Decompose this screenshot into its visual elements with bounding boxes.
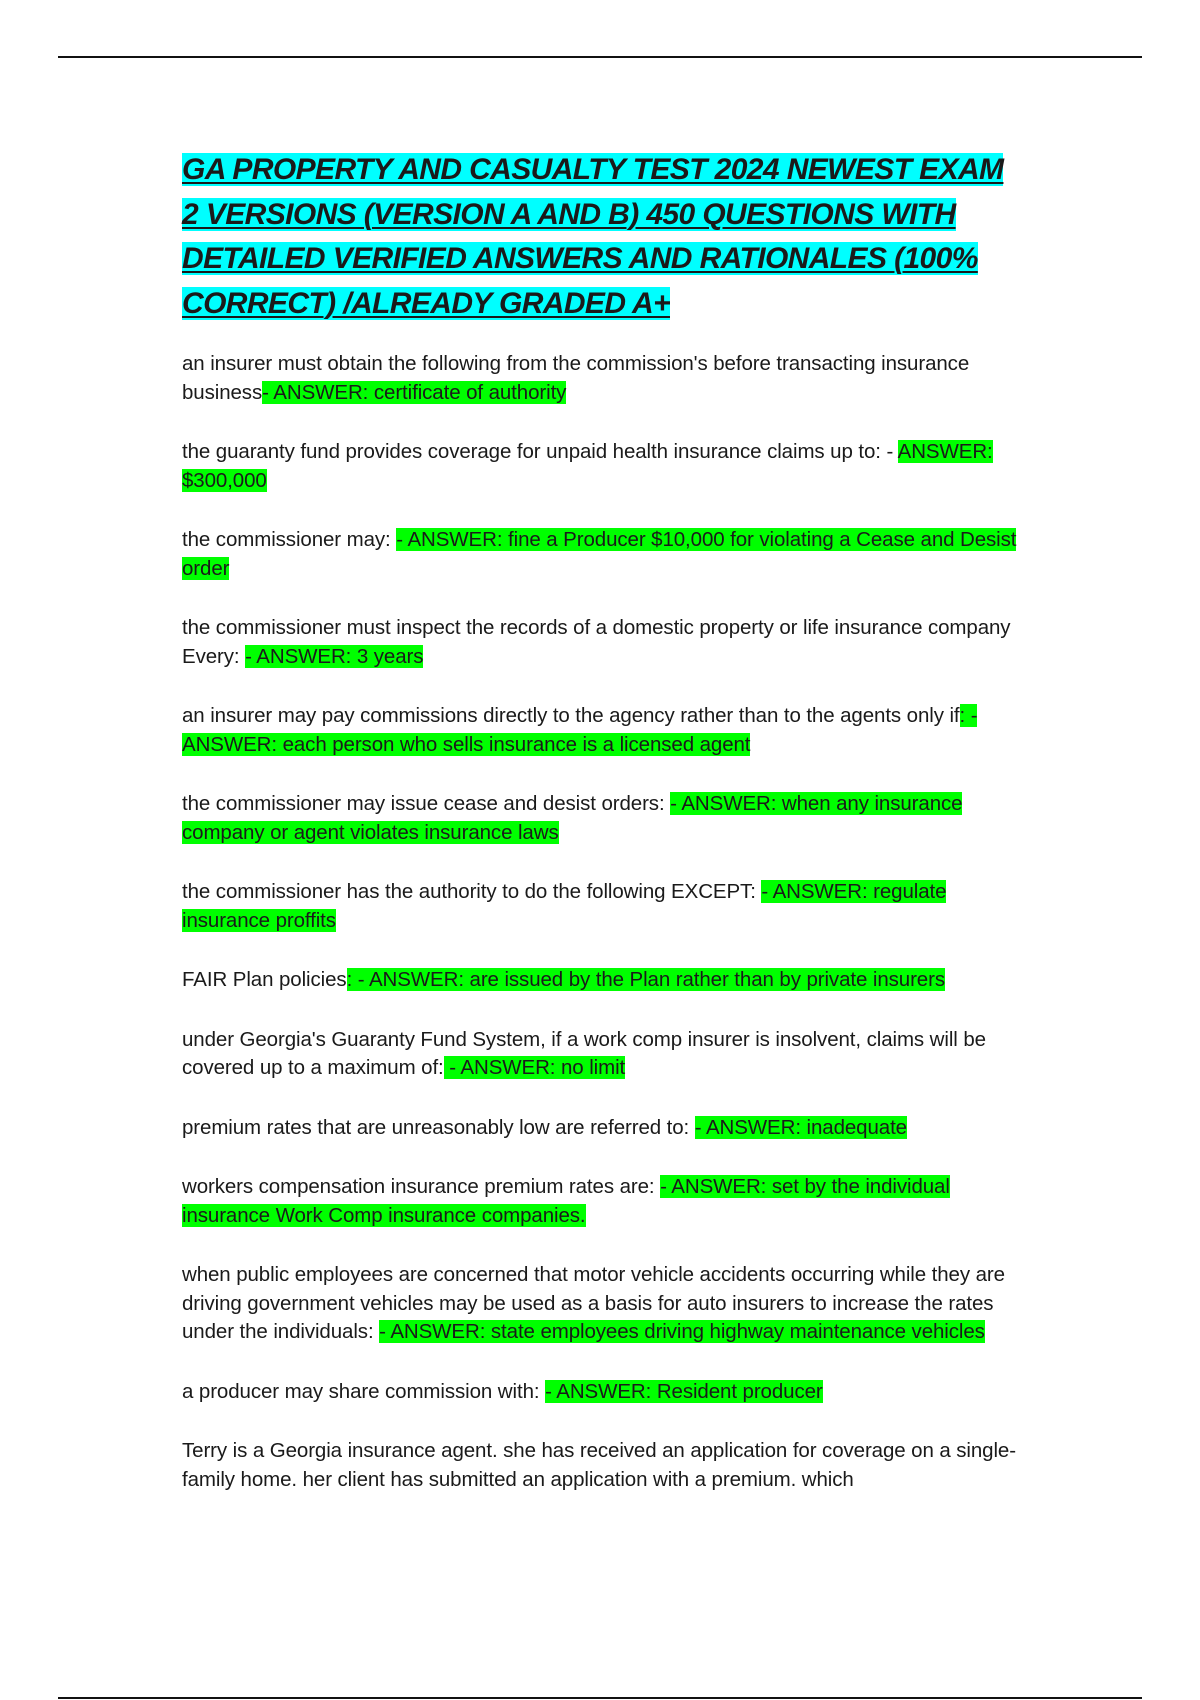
footer-rule — [58, 1697, 1142, 1699]
answer-text: - ANSWER: 3 years — [245, 644, 424, 668]
qa-item — [182, 1378, 1022, 1407]
qa-item — [182, 1026, 1022, 1083]
question-text: when public employees are concerned that motor vehicle accidents occurring while they are driving government vehicles may be used as a basis for auto insurers to increase the rates under the individuals: — [182, 1263, 1005, 1343]
answer-text: - ANSWER: Resident producer — [545, 1379, 823, 1403]
answer-text: - ANSWER: regulate insurance proffits — [182, 880, 947, 932]
qa-list — [182, 350, 1022, 1525]
question-text: an insurer may pay commissions directly to the agency rather than to the agents only if — [182, 704, 960, 727]
answer-text: - ANSWER: set by the individual insurance Work Comp insurance companies. — [182, 1175, 950, 1227]
qa-item — [182, 1261, 1022, 1347]
qa-item — [182, 1437, 1022, 1494]
document-title — [182, 148, 1022, 326]
qa-item — [182, 1173, 1022, 1230]
question-text: the guaranty fund provides coverage for unpaid health insurance claims up to: - — [182, 440, 894, 463]
qa-item — [182, 878, 1022, 935]
answer-text: - ANSWER: fine a Producer $10,000 for violating a Cease and Desist order — [182, 528, 1017, 580]
answer-text: : - ANSWER: each person who sells insurance is a licensed agent — [182, 704, 978, 756]
qa-item — [182, 966, 1022, 995]
qa-item — [182, 526, 1022, 583]
question-text: the commissioner may issue cease and desist orders: — [182, 792, 671, 815]
answer-text: - ANSWER: inadequate — [694, 1115, 907, 1139]
question-text: the commissioner must inspect the records of a domestic property or life insurance company Every: — [182, 616, 1011, 668]
question-text: Terry is a Georgia insurance agent. she has received an application for coverage on a single-family home. her client has submitted an application with a premium. which — [182, 1439, 1016, 1491]
header-rule — [58, 56, 1142, 58]
answer-text: - ANSWER: state employees driving highway maintenance vehicles — [379, 1320, 985, 1343]
answer-text: - ANSWER: certificate of authority — [262, 380, 567, 404]
answer-text: ANSWER: $300,000 — [182, 440, 993, 492]
qa-item — [182, 350, 1022, 407]
question-text: premium rates that are unreasonably low are referred to: — [182, 1115, 695, 1139]
question-text: an insurer must obtain the following from the commission's before transacting insurance business — [182, 352, 970, 404]
question-text: under Georgia's Guaranty Fund System, if a work comp insurer is insolvent, claims will be covered up to a maximum of: — [182, 1027, 986, 1079]
answer-text: - ANSWER: no limit — [443, 1056, 626, 1079]
answer-text: - ANSWER: when any insurance company or agent violates insurance laws — [182, 792, 963, 844]
qa-item — [182, 614, 1022, 671]
document-title-text: GA PROPERTY AND CASUALTY TEST 2024 NEWEST EXAM 2 VERSIONS (VERSION A AND B) 450 QUESTIONS WITH DETAILED VERIFIED ANSWERS AND RATIONALES (100% CORRECT) /ALREADY GRADED A+ — [182, 153, 1004, 320]
question-text: a producer may share commission with: — [182, 1379, 546, 1403]
qa-item — [182, 438, 1022, 495]
question-text: workers compensation insurance premium rates are: — [182, 1175, 661, 1198]
qa-item — [182, 1114, 1022, 1143]
question-text: the commissioner may: — [182, 528, 397, 551]
answer-text: : - ANSWER: are issued by the Plan rather than by private insurers — [346, 968, 945, 991]
qa-item — [182, 790, 1022, 847]
qa-item — [182, 702, 1022, 759]
question-text: the commissioner has the authority to do the following EXCEPT: — [182, 880, 762, 903]
question-text: FAIR Plan policies — [182, 968, 347, 991]
